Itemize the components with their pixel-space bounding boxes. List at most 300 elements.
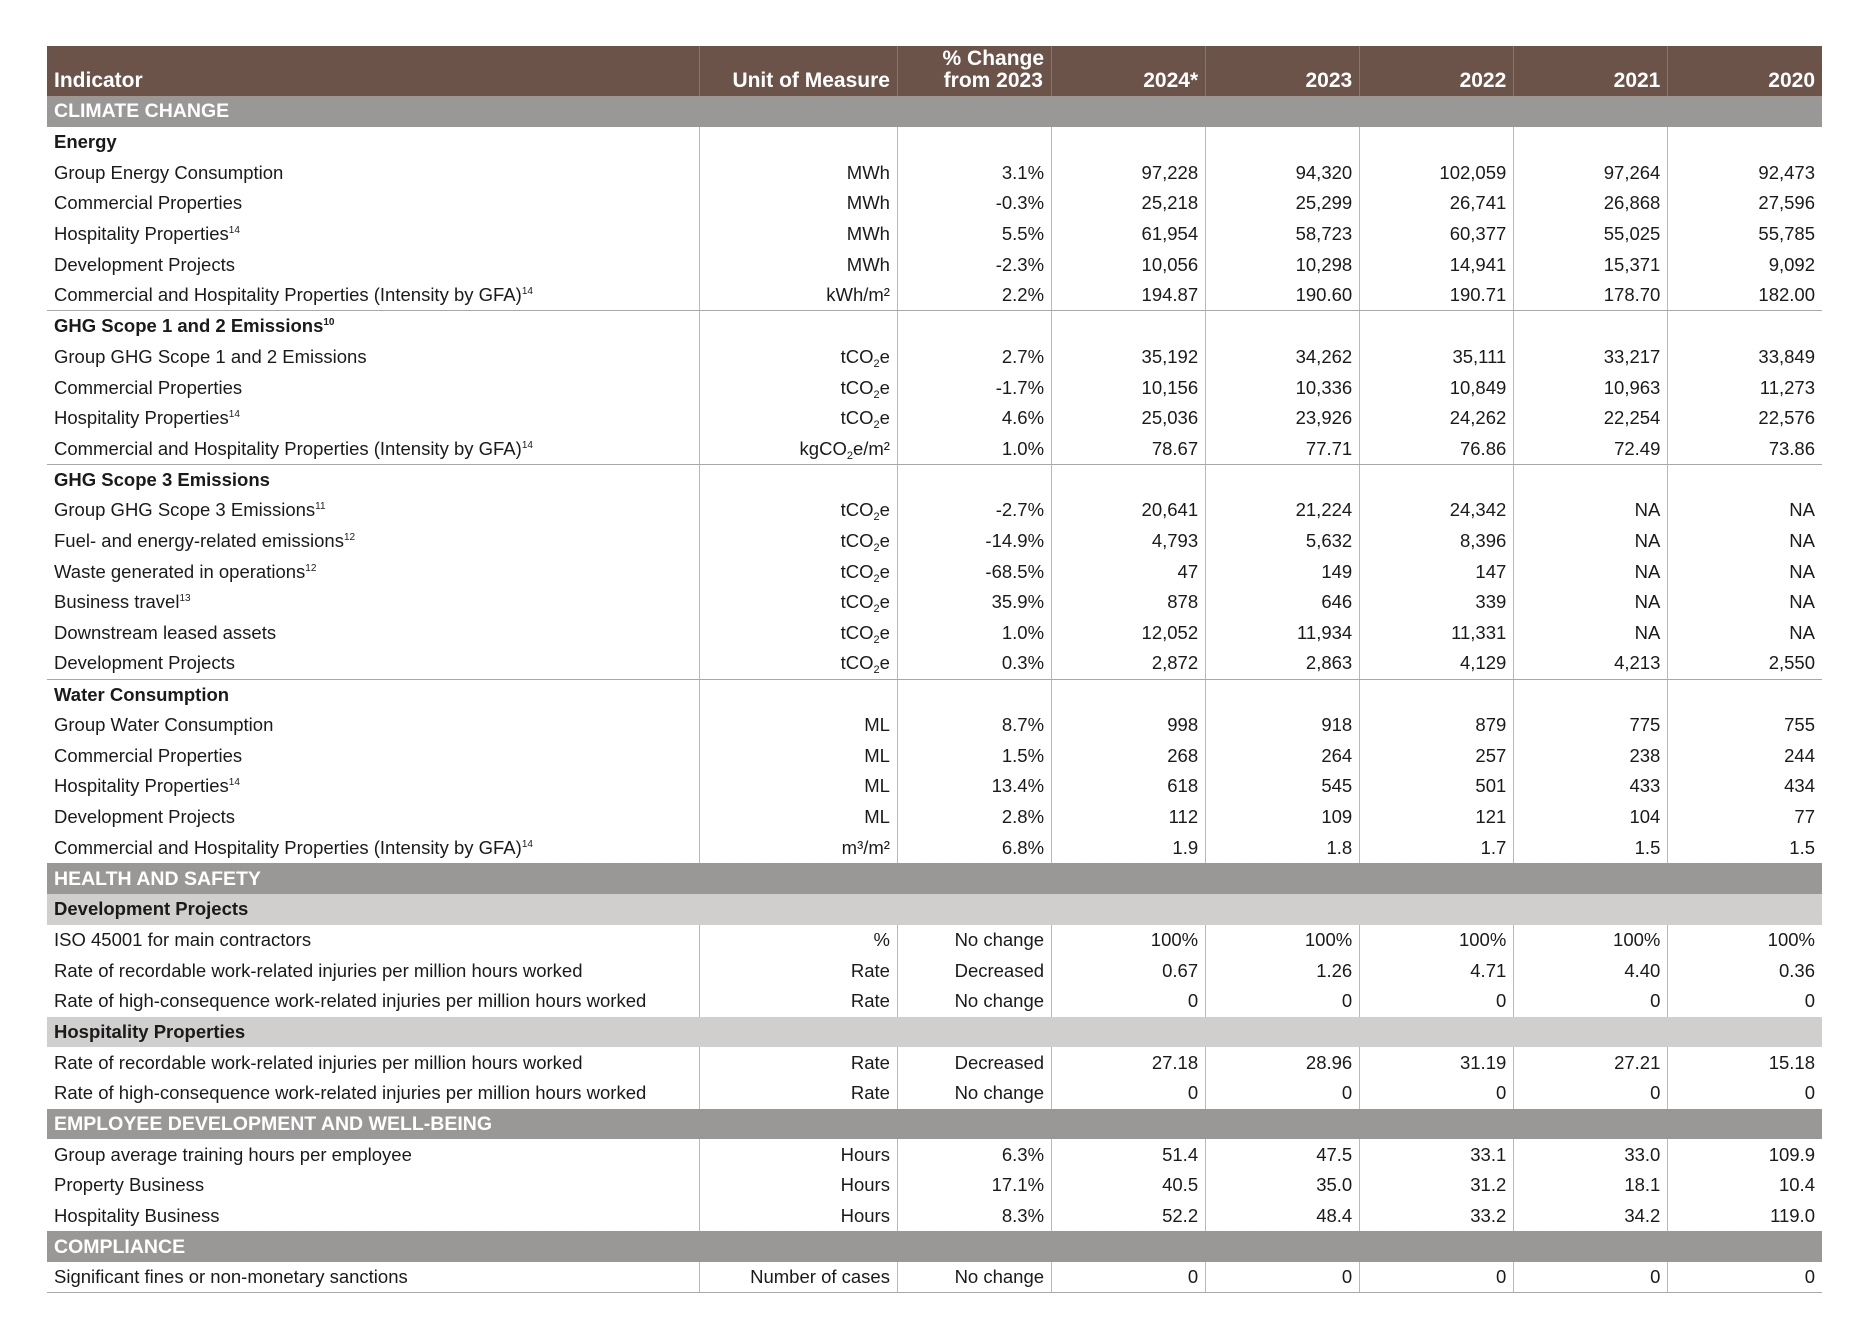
table-row	[47, 157, 1822, 188]
value-cell-2023: 0	[1206, 986, 1360, 1017]
indicator-label: ISO 45001 for main contractors	[54, 928, 312, 950]
table-row	[47, 710, 1822, 741]
value-cell-2020	[1668, 464, 1822, 495]
indicator-cell	[47, 280, 699, 311]
unit-cell: Rate	[699, 1078, 897, 1109]
indicator-cell	[47, 771, 699, 802]
unit-cell: Number of cases	[699, 1262, 897, 1293]
value-cell-2024: 2,872	[1052, 648, 1206, 679]
value-cell-2023: 1.26	[1206, 955, 1360, 986]
value-cell-2023: 0	[1206, 1078, 1360, 1109]
unit-cell: Hours	[699, 1139, 897, 1170]
value-cell-2023: 10,298	[1206, 249, 1360, 280]
unit-cell: %	[699, 925, 897, 956]
indicator-cell	[47, 526, 699, 557]
value-cell-2024: 51.4	[1052, 1139, 1206, 1170]
unit-cell: tCO$_2$e	[699, 618, 897, 649]
value-cell-2023: 10,336	[1206, 372, 1360, 403]
value-cell-2020: 77	[1668, 802, 1822, 833]
value-cell-2021: 178.70	[1514, 280, 1668, 311]
indicator-label: Hospitality Properties	[54, 407, 229, 429]
value-cell-2023: 35.0	[1206, 1170, 1360, 1201]
header-year-2024: 2024*	[1052, 46, 1206, 96]
table-row	[47, 648, 1822, 679]
value-cell-2024: 12,052	[1052, 618, 1206, 649]
table-row	[47, 526, 1822, 557]
value-cell-2021: 22,254	[1514, 403, 1668, 434]
indicator-label: Commercial and Hospitality Properties (Intensity by GFA)	[54, 284, 522, 306]
value-cell-2023: 100%	[1206, 925, 1360, 956]
unit-cell: Rate	[699, 1047, 897, 1078]
value-cell-2022: 147	[1360, 556, 1514, 587]
value-cell-2020: 1.5	[1668, 833, 1822, 864]
indicator-cell	[47, 587, 699, 618]
change-cell: -14.9%	[897, 526, 1051, 557]
value-cell-2024: 35,192	[1052, 342, 1206, 373]
value-cell-2023: 0	[1206, 1262, 1360, 1293]
value-cell-2022: 76.86	[1360, 434, 1514, 465]
indicator-label: Water Consumption	[54, 683, 230, 705]
header-change	[897, 46, 1051, 96]
indicator-label: Rate of high-consequence work-related injuries per million hours worked	[54, 990, 647, 1012]
table-row	[47, 955, 1822, 986]
indicator-label: Development Projects	[54, 652, 235, 674]
indicator-cell	[47, 955, 699, 986]
indicator-label: Rate of high-consequence work-related injuries per million hours worked	[54, 1082, 647, 1104]
value-cell-2024: 25,218	[1052, 188, 1206, 219]
value-cell-2020: NA	[1668, 526, 1822, 557]
indicator-cell	[47, 1201, 699, 1232]
sustainability-performance-table	[47, 46, 1822, 1293]
indicator-label: Waste generated in operations	[54, 560, 306, 582]
indicator-cell	[47, 740, 699, 771]
change-cell: 2.8%	[897, 802, 1051, 833]
value-cell-2020: 27,596	[1668, 188, 1822, 219]
indicator-label: Significant fines or non-monetary sanctions	[54, 1266, 408, 1288]
value-cell-2024	[1052, 464, 1206, 495]
value-cell-2020: 92,473	[1668, 157, 1822, 188]
indicator-cell	[47, 648, 699, 679]
table-header-row	[47, 46, 1822, 96]
value-cell-2024: 40.5	[1052, 1170, 1206, 1201]
indicator-cell	[47, 403, 699, 434]
group-header-row	[47, 464, 1822, 495]
change-cell: No change	[897, 925, 1051, 956]
value-cell-2024	[1052, 311, 1206, 342]
indicator-label: Commercial Properties	[54, 192, 243, 214]
change-cell: 2.7%	[897, 342, 1051, 373]
change-cell: -2.3%	[897, 249, 1051, 280]
indicator-label: Business travel	[54, 591, 180, 613]
indicator-cell	[47, 556, 699, 587]
table-row	[47, 403, 1822, 434]
indicator-cell	[47, 1262, 699, 1293]
value-cell-2021: 1.5	[1514, 833, 1668, 864]
table-row	[47, 1047, 1822, 1078]
table-row	[47, 1201, 1822, 1232]
footnote-ref: 12	[305, 562, 317, 574]
change-cell: 4.6%	[897, 403, 1051, 434]
value-cell-2024: 47	[1052, 556, 1206, 587]
value-cell-2022: 35,111	[1360, 342, 1514, 373]
value-cell-2023: 918	[1206, 710, 1360, 741]
change-cell: 6.3%	[897, 1139, 1051, 1170]
value-cell-2020: 15.18	[1668, 1047, 1822, 1078]
value-cell-2021: 0	[1514, 1262, 1668, 1293]
value-cell-2020: 10.4	[1668, 1170, 1822, 1201]
indicator-label: Commercial Properties	[54, 376, 243, 398]
value-cell-2023: 21,224	[1206, 495, 1360, 526]
value-cell-2020: 11,273	[1668, 372, 1822, 403]
value-cell-2024: 4,793	[1052, 526, 1206, 557]
value-cell-2022: 14,941	[1360, 249, 1514, 280]
indicator-cell	[47, 986, 699, 1017]
unit-cell: MWh	[699, 157, 897, 188]
table-row	[47, 740, 1822, 771]
footnote-ref: 12	[343, 531, 356, 543]
value-cell-2024: 0	[1052, 1078, 1206, 1109]
footnote-ref: 10	[323, 317, 335, 329]
value-cell-2022: 31.19	[1360, 1047, 1514, 1078]
value-cell-2020: 73.86	[1668, 434, 1822, 465]
indicator-label: Group GHG Scope 3 Emissions	[54, 499, 316, 521]
change-cell: 8.7%	[897, 710, 1051, 741]
group-header-row	[47, 679, 1822, 710]
value-cell-2020: 9,092	[1668, 249, 1822, 280]
change-cell: 0.3%	[897, 648, 1051, 679]
indicator-label: Group Water Consumption	[54, 714, 274, 736]
value-cell-2021	[1514, 311, 1668, 342]
value-cell-2021	[1514, 127, 1668, 158]
value-cell-2022	[1360, 127, 1514, 158]
section-header-row	[47, 96, 1822, 127]
indicator-cell	[47, 342, 699, 373]
value-cell-2020: 119.0	[1668, 1201, 1822, 1232]
unit-cell: ML	[699, 740, 897, 771]
table-body	[47, 96, 1822, 1293]
value-cell-2020: 109.9	[1668, 1139, 1822, 1170]
unit-cell: Rate	[699, 955, 897, 986]
value-cell-2020: NA	[1668, 495, 1822, 526]
value-cell-2024: 10,156	[1052, 372, 1206, 403]
unit-cell: tCO$_2$e	[699, 526, 897, 557]
value-cell-2023: 190.60	[1206, 280, 1360, 311]
value-cell-2020: 0	[1668, 1262, 1822, 1293]
indicator-label: GHG Scope 3 Emissions	[54, 468, 270, 490]
unit-cell: tCO$_2$e	[699, 556, 897, 587]
unit-cell: tCO$_2$e	[699, 403, 897, 434]
value-cell-2022: 24,262	[1360, 403, 1514, 434]
header-year-2020: 2020	[1668, 46, 1822, 96]
indicator-cell	[47, 925, 699, 956]
footnote-ref: 14	[228, 409, 240, 421]
table-row	[47, 1170, 1822, 1201]
group-title	[47, 127, 699, 158]
value-cell-2024: 618	[1052, 771, 1206, 802]
indicator-label: GHG Scope 1 and 2 Emissions	[54, 315, 324, 337]
indicator-label: Hospitality Business	[54, 1205, 220, 1227]
value-cell-2023: 149	[1206, 556, 1360, 587]
change-cell: Decreased	[897, 955, 1051, 986]
value-cell-2024: 0	[1052, 1262, 1206, 1293]
value-cell-2021: 15,371	[1514, 249, 1668, 280]
unit-cell: Rate	[699, 986, 897, 1017]
value-cell-2022: 257	[1360, 740, 1514, 771]
value-cell-2020: 2,550	[1668, 648, 1822, 679]
footnote-ref: 11	[315, 501, 326, 513]
value-cell-2023: 109	[1206, 802, 1360, 833]
change-cell	[897, 127, 1051, 158]
value-cell-2023: 28.96	[1206, 1047, 1360, 1078]
footnote-ref: 13	[179, 593, 191, 605]
unit-cell: tCO$_2$e	[699, 342, 897, 373]
group-title	[47, 464, 699, 495]
header-year-2021: 2021	[1514, 46, 1668, 96]
unit-cell: tCO$_2$e	[699, 495, 897, 526]
indicator-cell	[47, 495, 699, 526]
table-row	[47, 802, 1822, 833]
value-cell-2023: 264	[1206, 740, 1360, 771]
change-cell: -2.7%	[897, 495, 1051, 526]
table-row	[47, 986, 1822, 1017]
unit-cell: Hours	[699, 1201, 897, 1232]
value-cell-2023: 25,299	[1206, 188, 1360, 219]
indicator-cell	[47, 219, 699, 250]
value-cell-2021: 33.0	[1514, 1139, 1668, 1170]
value-cell-2024: 0	[1052, 986, 1206, 1017]
value-cell-2020: NA	[1668, 587, 1822, 618]
value-cell-2020	[1668, 127, 1822, 158]
value-cell-2024: 78.67	[1052, 434, 1206, 465]
value-cell-2021	[1514, 679, 1668, 710]
indicator-cell	[47, 1047, 699, 1078]
value-cell-2022: 879	[1360, 710, 1514, 741]
change-cell: No change	[897, 1078, 1051, 1109]
value-cell-2023: 77.71	[1206, 434, 1360, 465]
value-cell-2021: NA	[1514, 587, 1668, 618]
unit-cell: ML	[699, 710, 897, 741]
value-cell-2024: 27.18	[1052, 1047, 1206, 1078]
value-cell-2024: 268	[1052, 740, 1206, 771]
indicator-label: Group average training hours per employee	[54, 1143, 412, 1165]
value-cell-2022: 33.1	[1360, 1139, 1514, 1170]
value-cell-2023: 646	[1206, 587, 1360, 618]
section-header-row	[47, 1231, 1822, 1262]
change-cell	[897, 311, 1051, 342]
value-cell-2023: 58,723	[1206, 219, 1360, 250]
value-cell-2020	[1668, 679, 1822, 710]
value-cell-2022: 4.71	[1360, 955, 1514, 986]
value-cell-2022: 100%	[1360, 925, 1514, 956]
indicator-cell	[47, 802, 699, 833]
indicator-cell	[47, 710, 699, 741]
value-cell-2023: 23,926	[1206, 403, 1360, 434]
value-cell-2020: 33,849	[1668, 342, 1822, 373]
value-cell-2023: 48.4	[1206, 1201, 1360, 1232]
table-row	[47, 342, 1822, 373]
value-cell-2022: 8,396	[1360, 526, 1514, 557]
value-cell-2024: 97,228	[1052, 157, 1206, 188]
change-cell: -1.7%	[897, 372, 1051, 403]
unit-cell	[699, 311, 897, 342]
value-cell-2021: 55,025	[1514, 219, 1668, 250]
change-cell: 35.9%	[897, 587, 1051, 618]
value-cell-2022: 4,129	[1360, 648, 1514, 679]
unit-cell: ML	[699, 771, 897, 802]
value-cell-2021: 72.49	[1514, 434, 1668, 465]
subsection-header-row	[47, 1017, 1822, 1048]
indicator-cell	[47, 1139, 699, 1170]
change-cell: 17.1%	[897, 1170, 1051, 1201]
value-cell-2022: 0	[1360, 1078, 1514, 1109]
table-row	[47, 280, 1822, 311]
unit-cell	[699, 127, 897, 158]
table-row	[47, 833, 1822, 864]
change-cell: 1.0%	[897, 618, 1051, 649]
indicator-label: Commercial and Hospitality Properties (Intensity by GFA)	[54, 437, 522, 459]
footnote-ref: 14	[228, 225, 240, 237]
change-cell: 1.5%	[897, 740, 1051, 771]
value-cell-2023: 47.5	[1206, 1139, 1360, 1170]
value-cell-2024: 1.9	[1052, 833, 1206, 864]
value-cell-2022: 1.7	[1360, 833, 1514, 864]
value-cell-2020: 434	[1668, 771, 1822, 802]
change-cell: -0.3%	[897, 188, 1051, 219]
unit-cell: tCO$_2$e	[699, 372, 897, 403]
value-cell-2024: 20,641	[1052, 495, 1206, 526]
value-cell-2022: 121	[1360, 802, 1514, 833]
indicator-label: Commercial Properties	[54, 744, 243, 766]
value-cell-2023: 94,320	[1206, 157, 1360, 188]
change-cell: 3.1%	[897, 157, 1051, 188]
value-cell-2020: 22,576	[1668, 403, 1822, 434]
unit-cell: MWh	[699, 219, 897, 250]
value-cell-2024: 61,954	[1052, 219, 1206, 250]
header-change-line1: % Change	[942, 47, 1045, 70]
header-year-2022: 2022	[1360, 46, 1514, 96]
change-cell: Decreased	[897, 1047, 1051, 1078]
value-cell-2023: 2,863	[1206, 648, 1360, 679]
value-cell-2020	[1668, 311, 1822, 342]
value-cell-2023: 34,262	[1206, 342, 1360, 373]
unit-cell: tCO$_2$e	[699, 648, 897, 679]
value-cell-2021: NA	[1514, 618, 1668, 649]
unit-cell: kWh/m²	[699, 280, 897, 311]
table-row	[47, 372, 1822, 403]
table-row	[47, 1078, 1822, 1109]
value-cell-2021: 775	[1514, 710, 1668, 741]
footnote-ref: 14	[521, 838, 533, 850]
table-row	[47, 249, 1822, 280]
value-cell-2020: 182.00	[1668, 280, 1822, 311]
value-cell-2021: 33,217	[1514, 342, 1668, 373]
value-cell-2022: 339	[1360, 587, 1514, 618]
value-cell-2021: 26,868	[1514, 188, 1668, 219]
indicator-label: Development Projects	[54, 806, 235, 828]
value-cell-2021: 238	[1514, 740, 1668, 771]
value-cell-2023	[1206, 127, 1360, 158]
value-cell-2024: 0.67	[1052, 955, 1206, 986]
section-header-row	[47, 1109, 1822, 1140]
indicator-label: Fuel- and energy-related emissions	[54, 529, 344, 551]
indicator-label: Rate of recordable work-related injuries per million hours worked	[54, 959, 583, 981]
footnote-ref: 14	[521, 439, 533, 451]
footnote-ref: 14	[521, 286, 533, 298]
value-cell-2022: 24,342	[1360, 495, 1514, 526]
indicator-label: Development Projects	[54, 253, 235, 275]
change-cell	[897, 679, 1051, 710]
value-cell-2022: 10,849	[1360, 372, 1514, 403]
value-cell-2021: 4,213	[1514, 648, 1668, 679]
value-cell-2021: 433	[1514, 771, 1668, 802]
header-year-2023: 2023	[1206, 46, 1360, 96]
table-row	[47, 1139, 1822, 1170]
unit-cell: m³/m²	[699, 833, 897, 864]
value-cell-2021: 97,264	[1514, 157, 1668, 188]
value-cell-2021: NA	[1514, 495, 1668, 526]
indicator-cell	[47, 1170, 699, 1201]
change-cell	[897, 464, 1051, 495]
value-cell-2023: 11,934	[1206, 618, 1360, 649]
group-title	[47, 679, 699, 710]
unit-cell: kgCO$_2$e/m²	[699, 434, 897, 465]
value-cell-2024	[1052, 127, 1206, 158]
unit-cell	[699, 464, 897, 495]
change-cell: 5.5%	[897, 219, 1051, 250]
value-cell-2024: 10,056	[1052, 249, 1206, 280]
value-cell-2022	[1360, 311, 1514, 342]
section-title: CLIMATE CHANGE	[47, 96, 1822, 127]
table-row	[47, 771, 1822, 802]
value-cell-2024: 998	[1052, 710, 1206, 741]
section-title: HEALTH AND SAFETY	[47, 863, 1822, 894]
indicator-cell	[47, 249, 699, 280]
value-cell-2021: 0	[1514, 986, 1668, 1017]
group-header-row	[47, 127, 1822, 158]
value-cell-2020: 755	[1668, 710, 1822, 741]
table-row	[47, 434, 1822, 465]
value-cell-2024: 194.87	[1052, 280, 1206, 311]
change-cell: No change	[897, 1262, 1051, 1293]
value-cell-2023	[1206, 311, 1360, 342]
section-header-row	[47, 863, 1822, 894]
footnote-ref: 14	[228, 777, 240, 789]
value-cell-2023: 5,632	[1206, 526, 1360, 557]
unit-cell: ML	[699, 802, 897, 833]
value-cell-2021: 18.1	[1514, 1170, 1668, 1201]
value-cell-2020: 0	[1668, 986, 1822, 1017]
value-cell-2021: 34.2	[1514, 1201, 1668, 1232]
indicator-label: Group Energy Consumption	[54, 161, 284, 183]
value-cell-2022: 11,331	[1360, 618, 1514, 649]
subsection-header-row	[47, 894, 1822, 925]
value-cell-2023: 545	[1206, 771, 1360, 802]
change-cell: 1.0%	[897, 434, 1051, 465]
value-cell-2021: 4.40	[1514, 955, 1668, 986]
value-cell-2020: 244	[1668, 740, 1822, 771]
value-cell-2024: 100%	[1052, 925, 1206, 956]
indicator-label: Downstream leased assets	[54, 622, 277, 644]
table-row	[47, 925, 1822, 956]
value-cell-2023	[1206, 679, 1360, 710]
value-cell-2024: 52.2	[1052, 1201, 1206, 1232]
unit-cell: tCO$_2$e	[699, 587, 897, 618]
indicator-label: Rate of recordable work-related injuries per million hours worked	[54, 1051, 583, 1073]
indicator-cell	[47, 157, 699, 188]
indicator-label: Energy	[54, 131, 117, 153]
unit-cell: Hours	[699, 1170, 897, 1201]
value-cell-2021: 0	[1514, 1078, 1668, 1109]
